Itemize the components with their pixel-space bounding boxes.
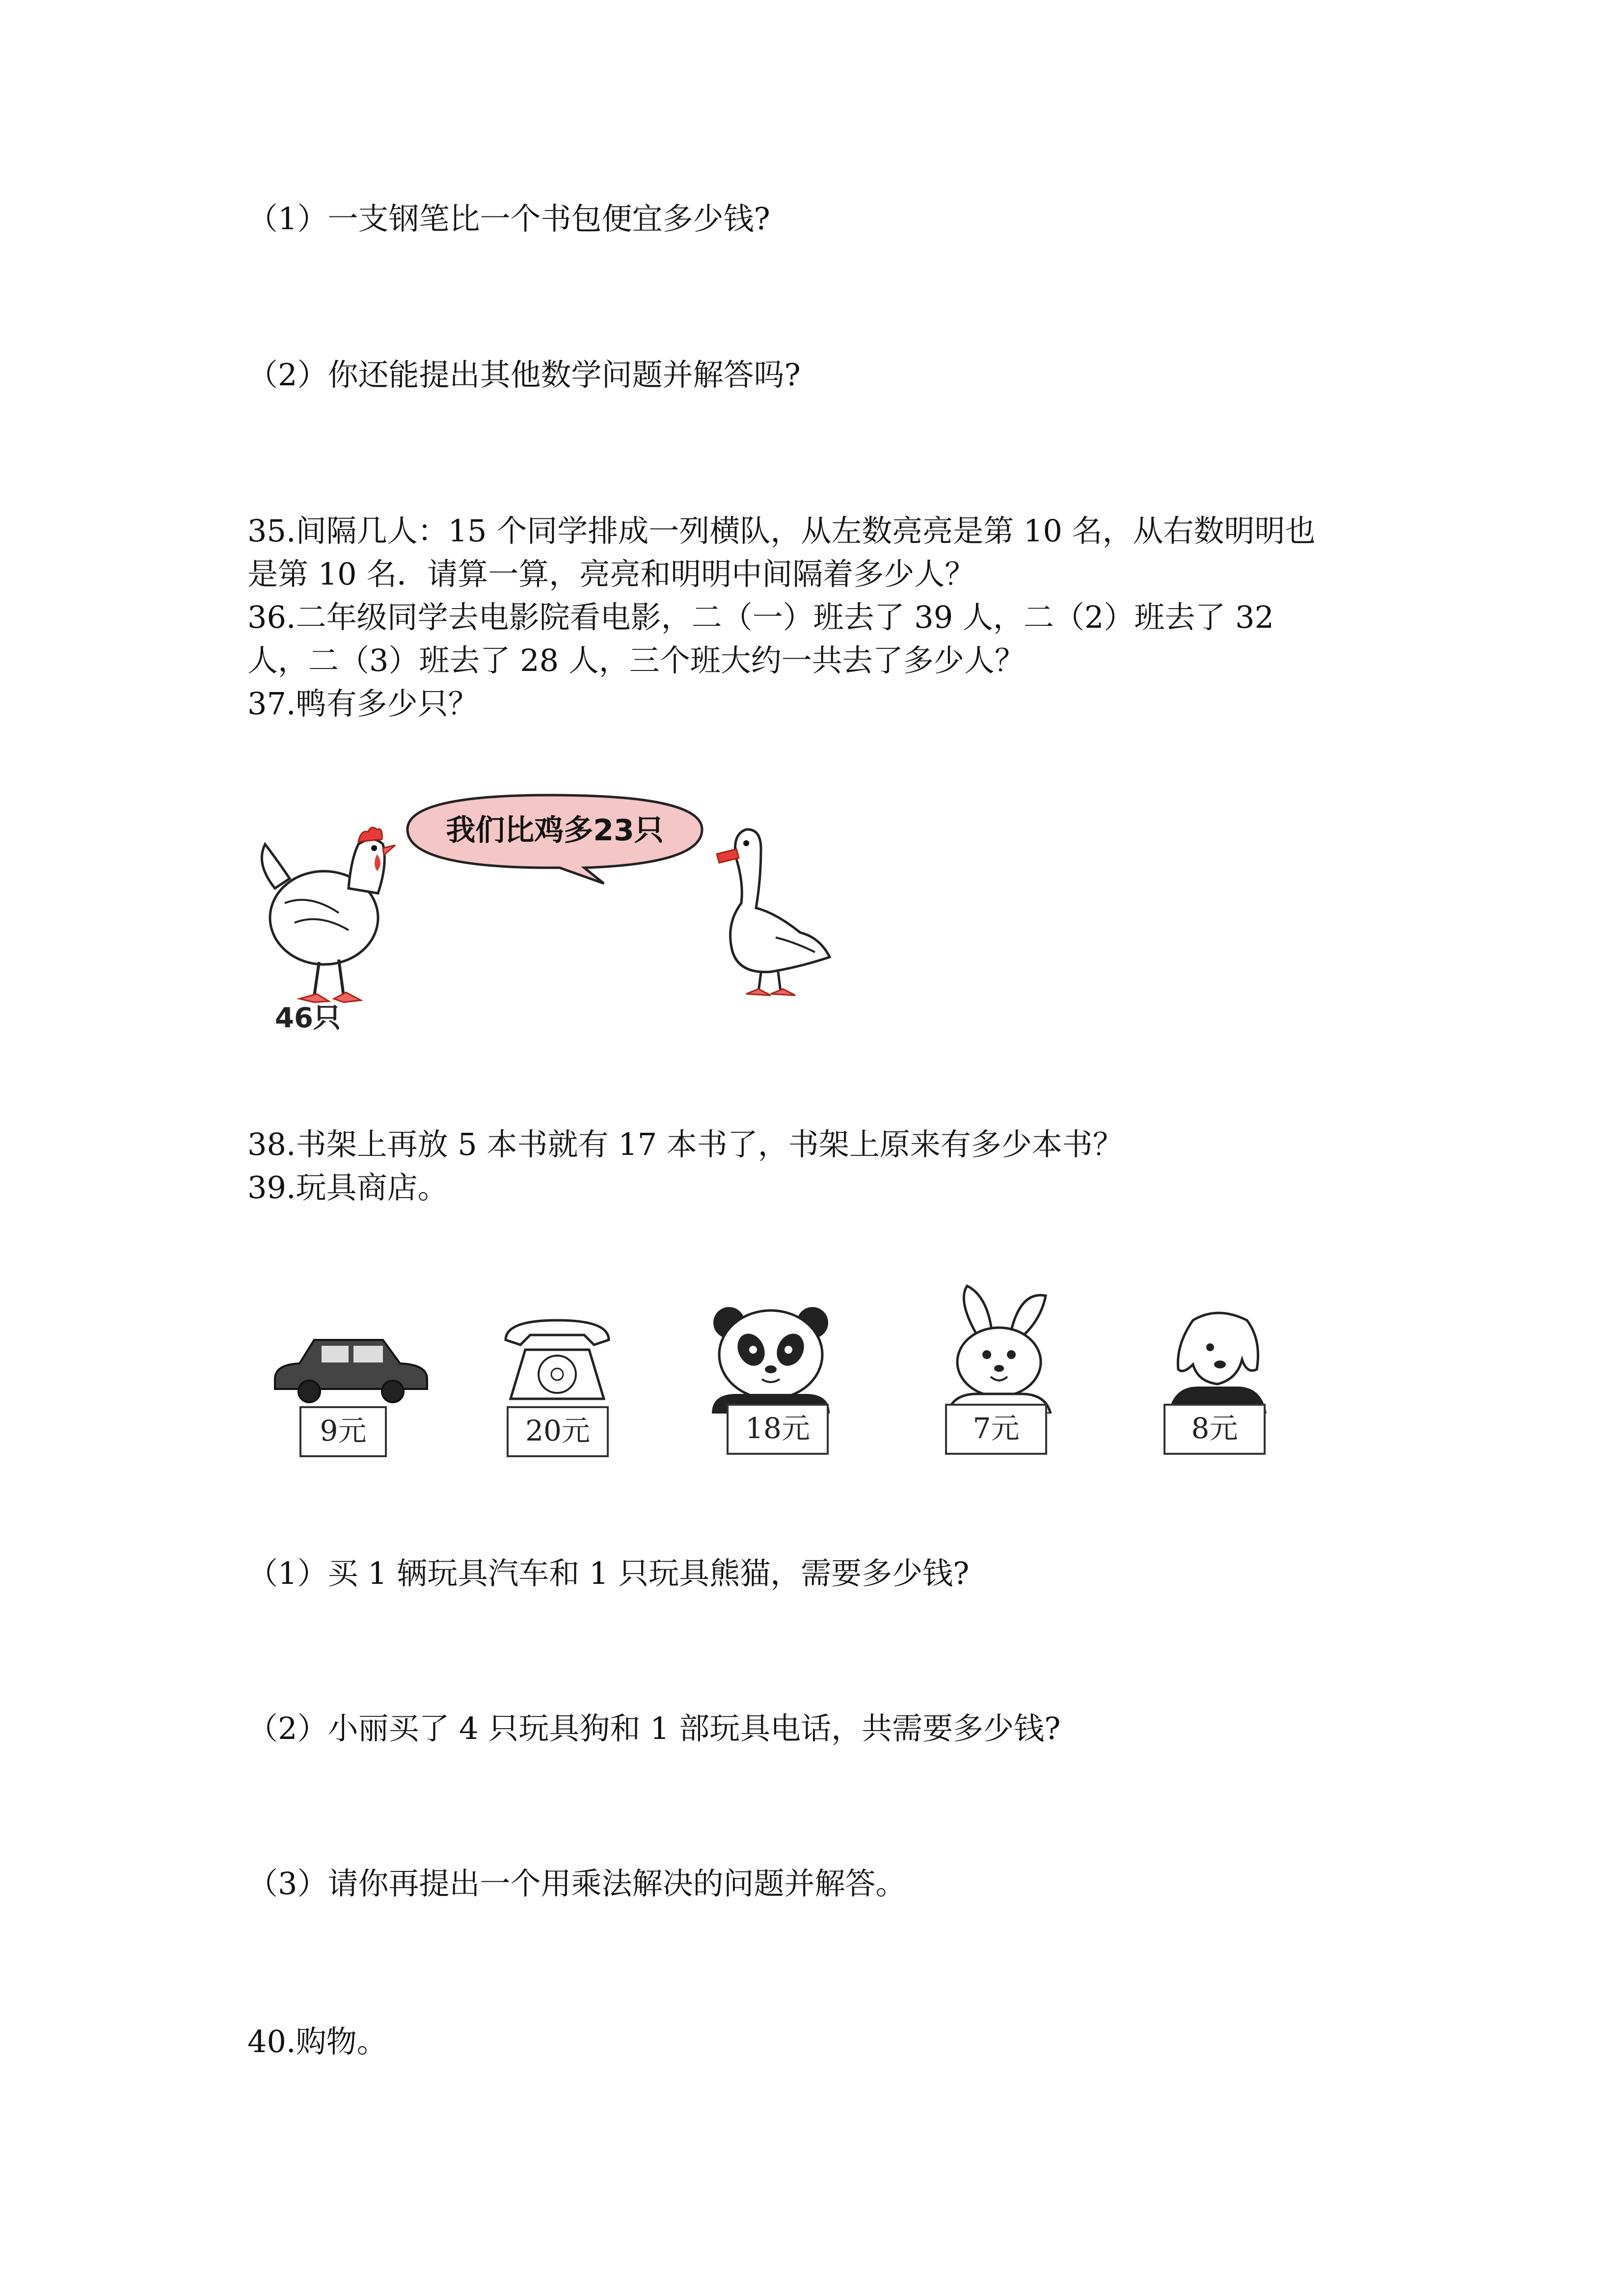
toy-telephone-icon: [496, 1310, 619, 1409]
q35-line1: 35.间隔几人：15 个同学排成一列横队，从左数亮亮是第 10 名，从右数明明也: [247, 513, 1316, 549]
price-car: 9元: [299, 1406, 387, 1457]
duck-icon: [717, 829, 830, 995]
q39-title: 39.玩具商店。: [247, 1170, 448, 1205]
q36-line2: 人，二（3）班去了 28 人，三个班大约一共去了多少人？: [247, 642, 1025, 678]
chicken-count-label: 46只: [275, 1002, 341, 1034]
q40-title: 40.购物。: [247, 2024, 387, 2059]
price-dog: 8元: [1164, 1404, 1266, 1455]
price-rabbit: 7元: [945, 1404, 1047, 1455]
q36-line1: 36.二年级同学去电影院看电影，二（一）班去了 39 人，二（2）班去了 32: [247, 599, 1274, 635]
q34-sub1: （1）一支钢笔比一个书包便宜多少钱?: [247, 201, 770, 237]
toy-rabbit-icon: [938, 1281, 1060, 1414]
chicken-duck-figure: [245, 790, 844, 1045]
price-telephone: 20元: [507, 1406, 609, 1457]
chicken-icon: [262, 828, 395, 1002]
price-panda: 18元: [727, 1404, 829, 1455]
toy-car-icon: [270, 1330, 432, 1409]
toy-dog-icon: [1164, 1301, 1272, 1414]
q39-sub1: （1）买 1 辆玩具汽车和 1 只玩具熊猫，需要多少钱?: [247, 1555, 970, 1591]
toy-shop-figure: [265, 1281, 1296, 1468]
q34-sub2: （2）你还能提出其他数学问题并解答吗?: [247, 357, 801, 393]
q39-sub3: （3）请你再提出一个用乘法解决的问题并解答。: [247, 1866, 906, 1901]
q39-sub2: （2）小丽买了 4 只玩具狗和 1 部玩具电话，共需要多少钱?: [247, 1710, 1061, 1746]
q35-line2: 是第 10 名．请算一算，亮亮和明明中间隔着多少人？: [247, 556, 975, 592]
toy-panda-icon: [707, 1301, 835, 1414]
bubble-text: 我们比鸡多23只: [446, 813, 664, 848]
speech-bubble: [407, 795, 702, 883]
q38-title: 38.书架上再放 5 本书就有 17 本书了，书架上原来有多少本书？: [247, 1126, 1123, 1162]
q37-title: 37.鸭有多少只？: [247, 686, 479, 721]
